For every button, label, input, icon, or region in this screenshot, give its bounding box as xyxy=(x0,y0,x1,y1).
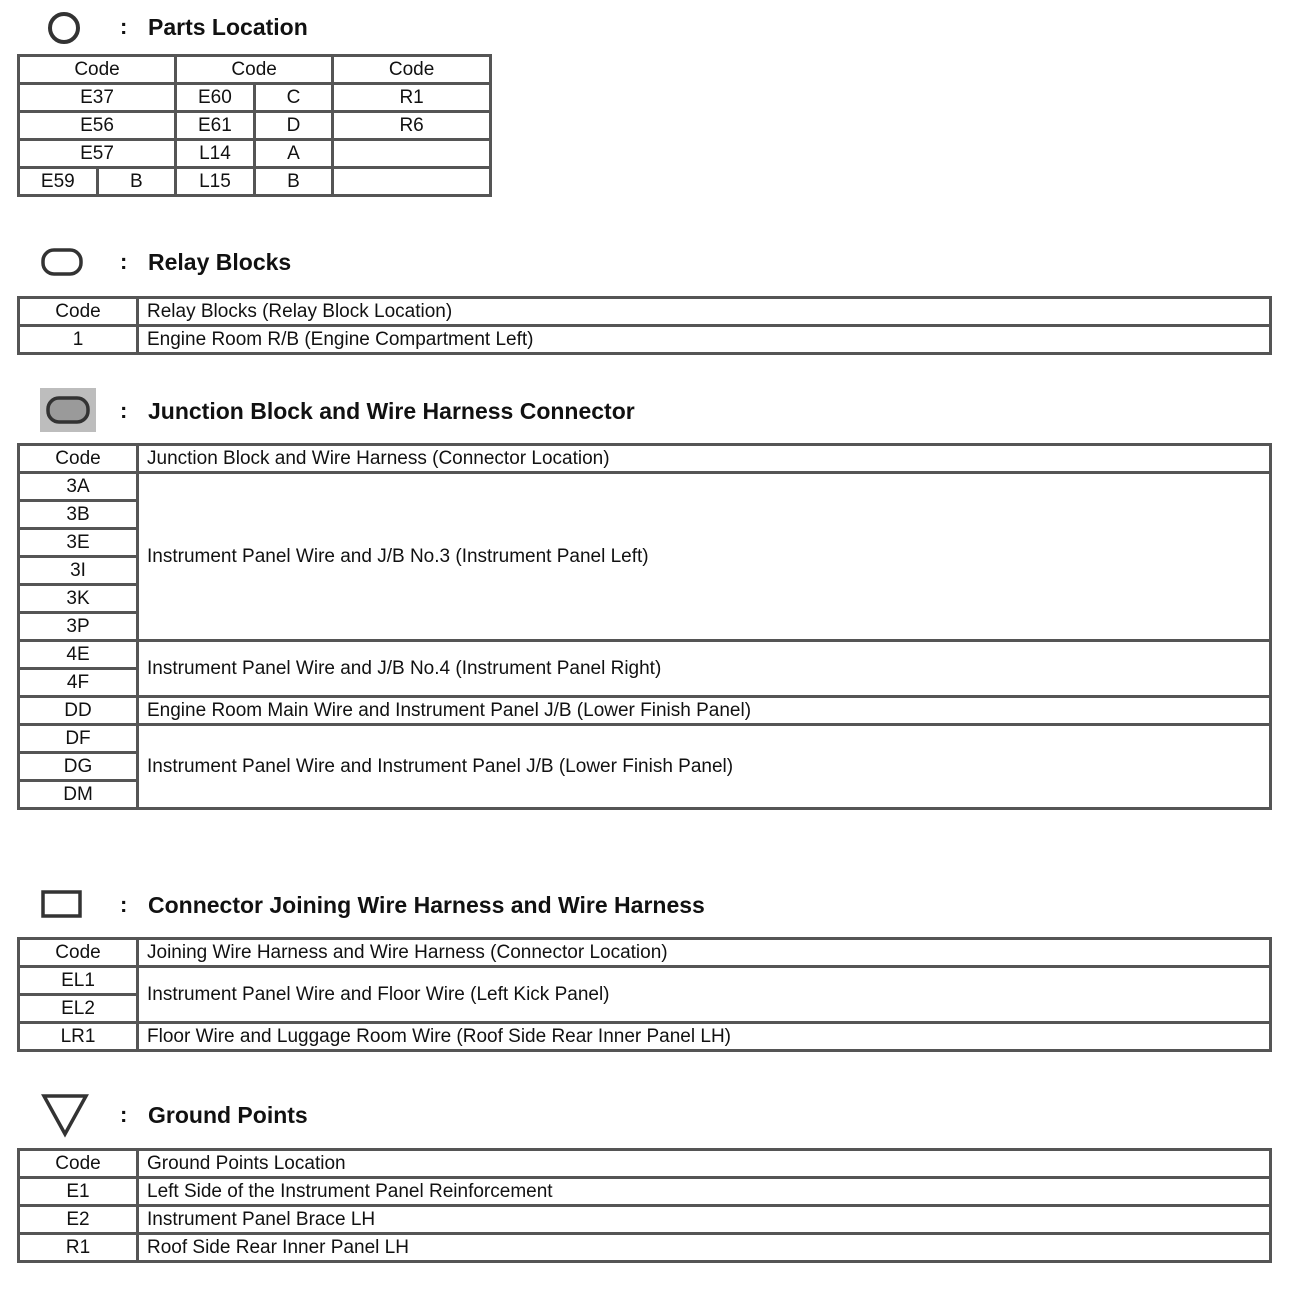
triangle-symbol-icon xyxy=(40,1092,90,1138)
rectangle-symbol-icon xyxy=(40,889,84,919)
location-cell: Roof Side Rear Inner Panel LH xyxy=(138,1234,1271,1262)
heading-colon: : xyxy=(120,398,128,423)
location-cell: Engine Room R/B (Engine Compartment Left) xyxy=(138,326,1271,354)
code-cell: EL1 xyxy=(19,967,138,995)
header-cell: Code xyxy=(19,939,138,967)
code-cell: 4F xyxy=(19,669,138,697)
table-row xyxy=(19,1178,1271,1206)
table-row xyxy=(19,697,1271,725)
header-cell: Junction Block and Wire Harness (Connector Location) xyxy=(138,445,1271,473)
header-cell: Code xyxy=(176,56,333,84)
ground-points-heading xyxy=(0,1092,1312,1136)
table-row xyxy=(19,1234,1271,1262)
circle-symbol-icon xyxy=(46,10,82,46)
code-cell: 3E xyxy=(19,529,138,557)
code-cell: LR1 xyxy=(19,1023,138,1051)
heading-colon: : xyxy=(120,1102,128,1127)
table-row xyxy=(19,112,491,140)
header-cell: Code xyxy=(333,56,491,84)
location-cell: Instrument Panel Wire and Instrument Panel J/B (Lower Finish Panel) xyxy=(138,725,1271,809)
table-header-row xyxy=(19,56,491,84)
table-header-row xyxy=(19,298,1271,326)
header-cell: Joining Wire Harness and Wire Harness (Connector Location) xyxy=(138,939,1271,967)
code-cell: A xyxy=(254,140,332,168)
table-row xyxy=(19,967,1271,995)
code-cell: R6 xyxy=(333,112,491,140)
table-row xyxy=(19,473,1271,501)
table-header-row xyxy=(19,1150,1271,1178)
code-cell: R1 xyxy=(19,1234,138,1262)
code-cell: E57 xyxy=(19,140,176,168)
table-header-row xyxy=(19,939,1271,967)
connector-heading xyxy=(0,882,1312,926)
location-cell: Instrument Panel Wire and Floor Wire (Left Kick Panel) xyxy=(138,967,1271,1023)
code-cell: DF xyxy=(19,725,138,753)
table-row xyxy=(19,168,491,196)
table-row xyxy=(19,84,491,112)
code-cell: E2 xyxy=(19,1206,138,1234)
table-row xyxy=(19,140,491,168)
heading-colon: : xyxy=(120,249,128,274)
connector-table xyxy=(17,937,1272,1052)
location-cell: Instrument Panel Wire and J/B No.4 (Instrument Panel Right) xyxy=(138,641,1271,697)
junction-block-table xyxy=(17,443,1272,810)
code-cell: E37 xyxy=(19,84,176,112)
section-title: Connector Joining Wire Harness and Wire Harness xyxy=(148,892,705,918)
code-cell: E61 xyxy=(176,112,255,140)
code-cell: E1 xyxy=(19,1178,138,1206)
code-cell: E56 xyxy=(19,112,176,140)
location-cell: Instrument Panel Brace LH xyxy=(138,1206,1271,1234)
location-cell: Left Side of the Instrument Panel Reinforcement xyxy=(138,1178,1271,1206)
code-cell: 1 xyxy=(19,326,138,354)
code-cell: E60 xyxy=(176,84,255,112)
location-cell: Engine Room Main Wire and Instrument Panel J/B (Lower Finish Panel) xyxy=(138,697,1271,725)
location-cell: Floor Wire and Luggage Room Wire (Roof Side Rear Inner Panel LH) xyxy=(138,1023,1271,1051)
header-cell: Code xyxy=(19,445,138,473)
table-row xyxy=(19,725,1271,753)
code-cell: DD xyxy=(19,697,138,725)
section-title: Parts Location xyxy=(148,14,308,40)
code-cell: C xyxy=(254,84,332,112)
section-title: Ground Points xyxy=(148,1102,308,1128)
table-header-row xyxy=(19,445,1271,473)
location-cell: Instrument Panel Wire and J/B No.3 (Instrument Panel Left) xyxy=(138,473,1271,641)
table-row xyxy=(19,1023,1271,1051)
code-cell: R1 xyxy=(333,84,491,112)
relay-blocks-table xyxy=(17,296,1272,355)
parts-location-table xyxy=(17,54,492,197)
code-cell: DG xyxy=(19,753,138,781)
ground-points-table xyxy=(17,1148,1272,1263)
code-cell: L14 xyxy=(176,140,255,168)
code-cell: 3A xyxy=(19,473,138,501)
code-cell: L15 xyxy=(176,168,255,196)
header-cell: Relay Blocks (Relay Block Location) xyxy=(138,298,1271,326)
header-cell: Ground Points Location xyxy=(138,1150,1271,1178)
code-cell: B xyxy=(254,168,332,196)
parts-location-heading xyxy=(0,6,1312,50)
relay-blocks-heading xyxy=(0,241,1312,285)
code-cell: EL2 xyxy=(19,995,138,1023)
shaded-rounded-rect-symbol-icon xyxy=(40,388,96,432)
code-cell: 3I xyxy=(19,557,138,585)
section-title: Junction Block and Wire Harness Connector xyxy=(148,398,635,424)
header-cell: Code xyxy=(19,1150,138,1178)
table-row xyxy=(19,326,1271,354)
code-cell: 3K xyxy=(19,585,138,613)
code-cell xyxy=(333,168,491,196)
code-cell xyxy=(333,140,491,168)
code-cell: 4E xyxy=(19,641,138,669)
code-cell: B xyxy=(97,168,175,196)
table-row xyxy=(19,1206,1271,1234)
code-cell: 3P xyxy=(19,613,138,641)
header-cell: Code xyxy=(19,298,138,326)
code-cell: DM xyxy=(19,781,138,809)
heading-colon: : xyxy=(120,892,128,917)
code-cell: D xyxy=(254,112,332,140)
junction-block-heading xyxy=(0,388,1312,432)
header-cell: Code xyxy=(19,56,176,84)
code-cell: E59 xyxy=(19,168,98,196)
code-cell: 3B xyxy=(19,501,138,529)
heading-colon: : xyxy=(120,14,128,39)
table-row xyxy=(19,641,1271,669)
rounded-rect-symbol-icon xyxy=(40,247,84,277)
section-title: Relay Blocks xyxy=(148,249,292,275)
